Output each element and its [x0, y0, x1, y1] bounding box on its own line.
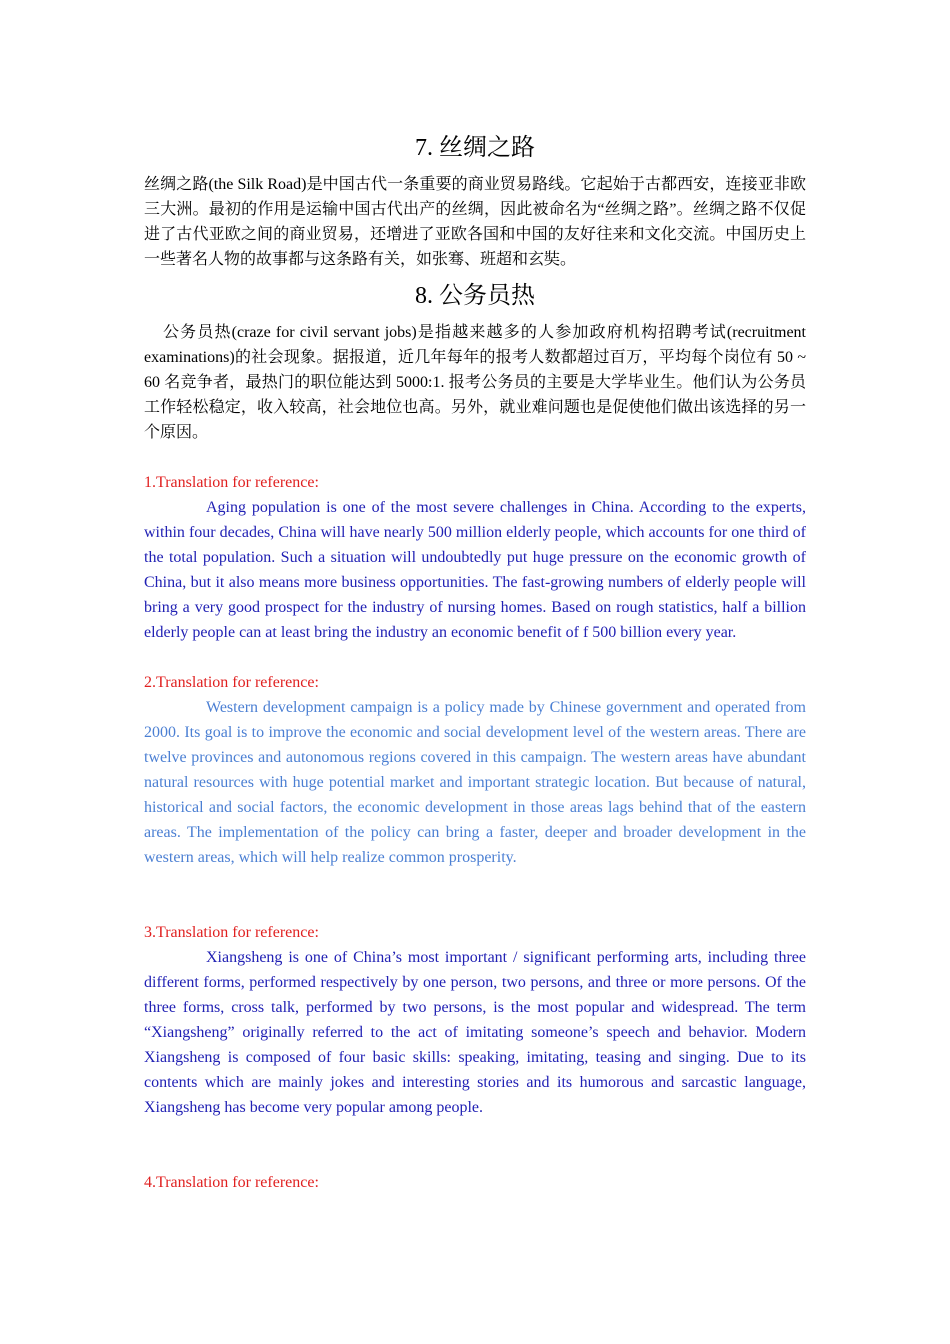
section-title-silk-road: 7. 丝绸之路: [415, 135, 535, 161]
section-title-civil-servant: 8. 公务员热: [415, 283, 535, 309]
section-paragraph-silk-road: 丝绸之路(the Silk Road)是中国古代一条重要的商业贸易路线。它起始于古都西安，连接亚非欧三大洲。最初的作用是运输中国古代出产的丝绸，因此被命名为“丝绸之路”。丝绸之路不仅促进了古代亚欧之间的商业贸易，还增进了亚欧各国和中国的友好往来和文化交流。中国历史上一些著名人物的故事都与这条路有关，如张骞、班超和玄奘。: [144, 176, 806, 268]
translation-label-3: 3.Translation for reference:: [144, 924, 319, 941]
page-content: [144, 130, 806, 1195]
translation-label-4: 4.Translation for reference:: [144, 1174, 319, 1191]
translation-label-1: 1.Translation for reference:: [144, 474, 319, 491]
translation-text-3: Xiangsheng is one of China’s most important / significant performing arts, including three different forms, performed respectively by one person, two persons, and three or more persons. Of the three forms, cross talk, performed by two persons, is the most popular and widespread. The term “Xiangsheng” originally referred to the act of imitating someone’s speech and behavior. Modern Xiangsheng is composed of four basic skills: speaking, imitating, teasing and singing. Due to its contents which are mainly jokes and interesting stories and its humorous and sarcastic language, Xiangsheng has become very popular among people.: [144, 949, 806, 1116]
translation-label-2: 2.Translation for reference:: [144, 674, 319, 691]
translation-text-2: Western development campaign is a policy made by Chinese government and operated from 2000. Its goal is to improve the economic and social development level of the western areas. There are twelve provinces and autonomous regions covered in this campaign. The western areas have abundant natural resources with huge potential market and important strategic location. But because of natural, historical and social factors, the economic development in those areas lags behind that of the eastern areas. The implementation of the policy can bring a faster, deeper and broader development in the western areas, which will help realize common prosperity.: [144, 699, 806, 866]
section-paragraph-civil-servant: 公务员热(craze for civil servant jobs)是指越来越多的人参加政府机构招聘考试(recruitment examinations)的社会现象。据报道，近几年每年的报考人数都超过百万，平均每个岗位有 50 ~ 60 名竞争者，最热门的职位能达到 5000:1. 报考公务员的主要是大学毕业生。他们认为公务员工作轻松稳定，收入较高，社会地位也高。另外，就业难问题也是促使他们做出该选择的另一个原因。: [144, 324, 806, 441]
translation-text-1: Aging population is one of the most severe challenges in China. According to the experts, within four decades, China will have nearly 500 million elderly people, which accounts for one third of the total population. Such a situation will undoubtedly put huge pressure on the economic growth of China, but it also means more business opportunities. The fast-growing numbers of elderly people will bring a very good prospect for the industry of nursing homes. Based on rough statistics, half a billion elderly people can at least bring the industry an economic benefit of f 500 billion every year.: [144, 499, 806, 641]
